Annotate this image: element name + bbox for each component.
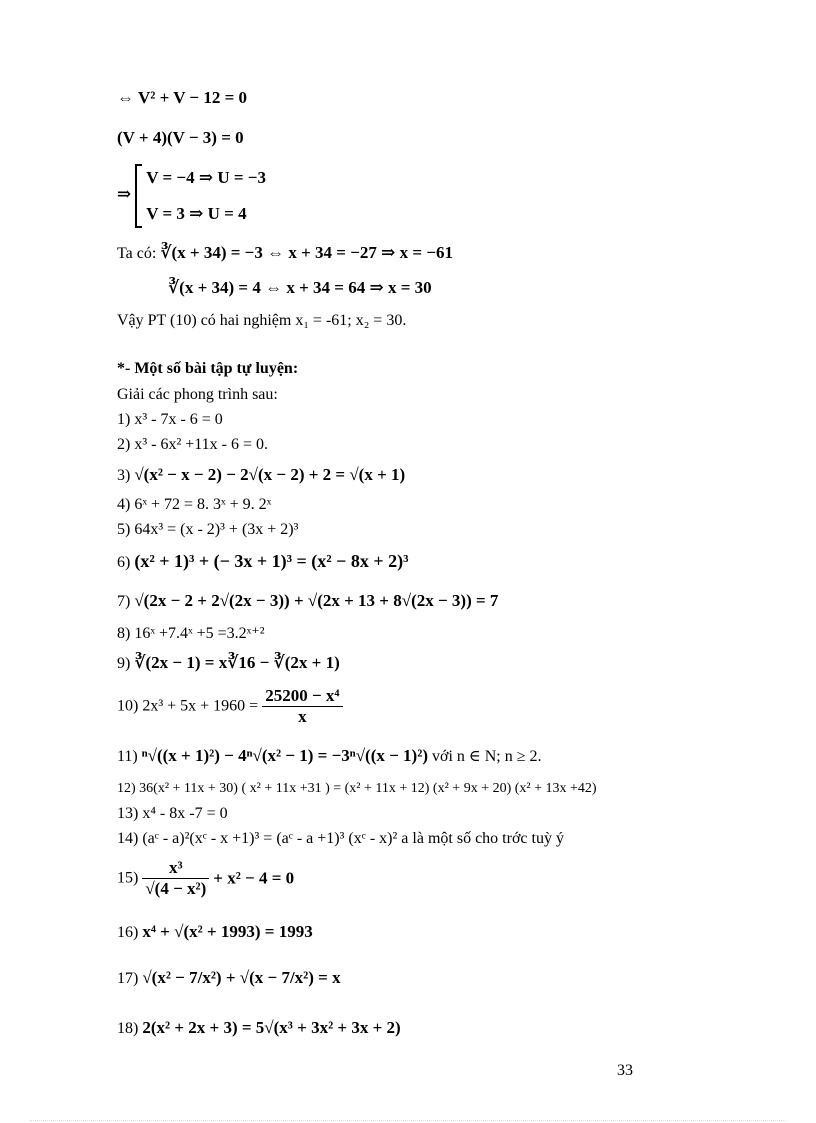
exercise-16-number: 16) (117, 924, 139, 941)
case-1: V = −4 ⇒ U = −3 (146, 168, 266, 187)
exercise-10-denominator: x (298, 707, 307, 726)
exercise-15-number: 15) (117, 869, 139, 887)
exercise-2: 2) x³ - 6x² +11x - 6 = 0. (117, 436, 269, 453)
exercise-16 (117, 922, 313, 942)
exercise-15-denominator: √(4 − x²) (145, 879, 207, 898)
exercise-7-number: 7) (117, 593, 131, 610)
equation-v-factored: (V + 4)(V − 3) = 0 (117, 128, 244, 147)
taco-equation-2: ∛(x + 34) = 4 ⇔ x + 34 = 64 ⇒ x = 30 (168, 278, 432, 297)
exercise-4: 4) 6ˣ + 72 = 8. 3ˣ + 9. 2ˣ (117, 496, 272, 513)
exercise-10-fraction (262, 686, 342, 727)
exercise-6 (117, 551, 409, 572)
exercise-8: 8) 16ˣ +7.4ˣ +5 =3.2ˣ⁺² (117, 625, 265, 642)
exercise-12: 12) 36(x² + 11x + 30) ( x² + 11x +31 ) = (x² + 11x + 12) (x² + 9x + 20) (x² + 13x +42) (117, 781, 597, 796)
exercise-15-fraction (142, 858, 209, 899)
exercise-10 (117, 686, 343, 727)
exercise-15-numerator: x³ (142, 858, 209, 879)
page-number: 33 (617, 1062, 633, 1079)
exercise-6-number: 6) (117, 554, 131, 571)
exercise-5: 5) 64x³ = (x - 2)³ + (3x + 2)³ (117, 521, 299, 538)
exercise-18-number: 18) (117, 1020, 139, 1037)
exercise-10-lhs: 10) 2x³ + 5x + 1960 = (117, 697, 259, 715)
exercise-9 (117, 653, 340, 673)
bracket-icon (135, 164, 142, 228)
exercise-15-rest: + x² − 4 = 0 (213, 868, 295, 888)
exercise-11-equation: ⁿ√((x + 1)²) − 4ⁿ√(x² − 1) = −3ⁿ√((x − 1)²) (141, 746, 428, 765)
exercise-7 (117, 591, 498, 611)
exercise-3-equation: √(x² − x − 2) − 2√(x − 2) + 2 = √(x + 1) (134, 465, 406, 484)
exercise-6-equation: (x² + 1)³ + (− 3x + 1)³ = (x² − 8x + 2)³ (134, 551, 409, 571)
implies-arrow: ⇒ (117, 184, 132, 204)
exercise-17-equation: √(x² − 7/x²) + √(x − 7/x²) = x (142, 968, 341, 987)
case-system (117, 160, 266, 232)
conclusion: Vậy PT (10) có hai nghiệm x₁ = -61; x₂ = 30. (117, 312, 407, 329)
exercise-16-equation: x⁴ + √(x² + 1993) = 1993 (142, 922, 313, 941)
exercise-1: 1) x³ - 7x - 6 = 0 (117, 411, 223, 428)
section-title: *- Một số bài tập tự luyện: (117, 360, 299, 377)
exercise-9-number: 9) (117, 655, 131, 672)
taco-label: Ta có: (117, 245, 157, 262)
case-2: V = 3 ⇒ U = 4 (146, 204, 247, 223)
section-intro: Giải các phong trình sau: (117, 386, 278, 403)
exercise-18 (117, 1018, 401, 1038)
taco-equation-1: ∛(x + 34) = −3 ⇔ x + 34 = −27 ⇒ x = −61 (160, 243, 454, 262)
exercise-10-numerator: 25200 − x⁴ (262, 686, 342, 707)
exercise-11-condition: với n ∈ N; n ≥ 2. (431, 748, 542, 765)
case-list (146, 160, 266, 232)
exercise-3-number: 3) (117, 467, 131, 484)
footer-divider (30, 1120, 786, 1121)
equation-v-quadratic: ⇔ V² + V − 12 = 0 (117, 88, 248, 107)
exercise-18-equation: 2(x² + 2x + 3) = 5√(x³ + 3x² + 3x + 2) (142, 1018, 401, 1037)
exercise-17-number: 17) (117, 970, 139, 987)
exercise-7-equation: √(2x − 2 + 2√(2x − 3)) + √(2x + 13 + 8√(2x − 3)) = 7 (134, 591, 499, 610)
exercise-14: 14) (aᶜ - a)²(xᶜ - x +1)³ = (aᶜ - a +1)³ (xᶜ - x)² a là một số cho trớc tuỳ ý (117, 830, 564, 847)
exercise-3 (117, 465, 405, 485)
exercise-9-equation: ∛(2x − 1) = x∛16 − ∛(2x + 1) (134, 653, 340, 672)
exercise-11-number: 11) (117, 748, 138, 765)
taco-line-1 (117, 243, 453, 263)
exercise-17 (117, 968, 341, 988)
exercise-15 (117, 858, 294, 899)
exercise-13: 13) x⁴ - 8x -7 = 0 (117, 805, 228, 822)
exercise-11 (117, 746, 542, 766)
